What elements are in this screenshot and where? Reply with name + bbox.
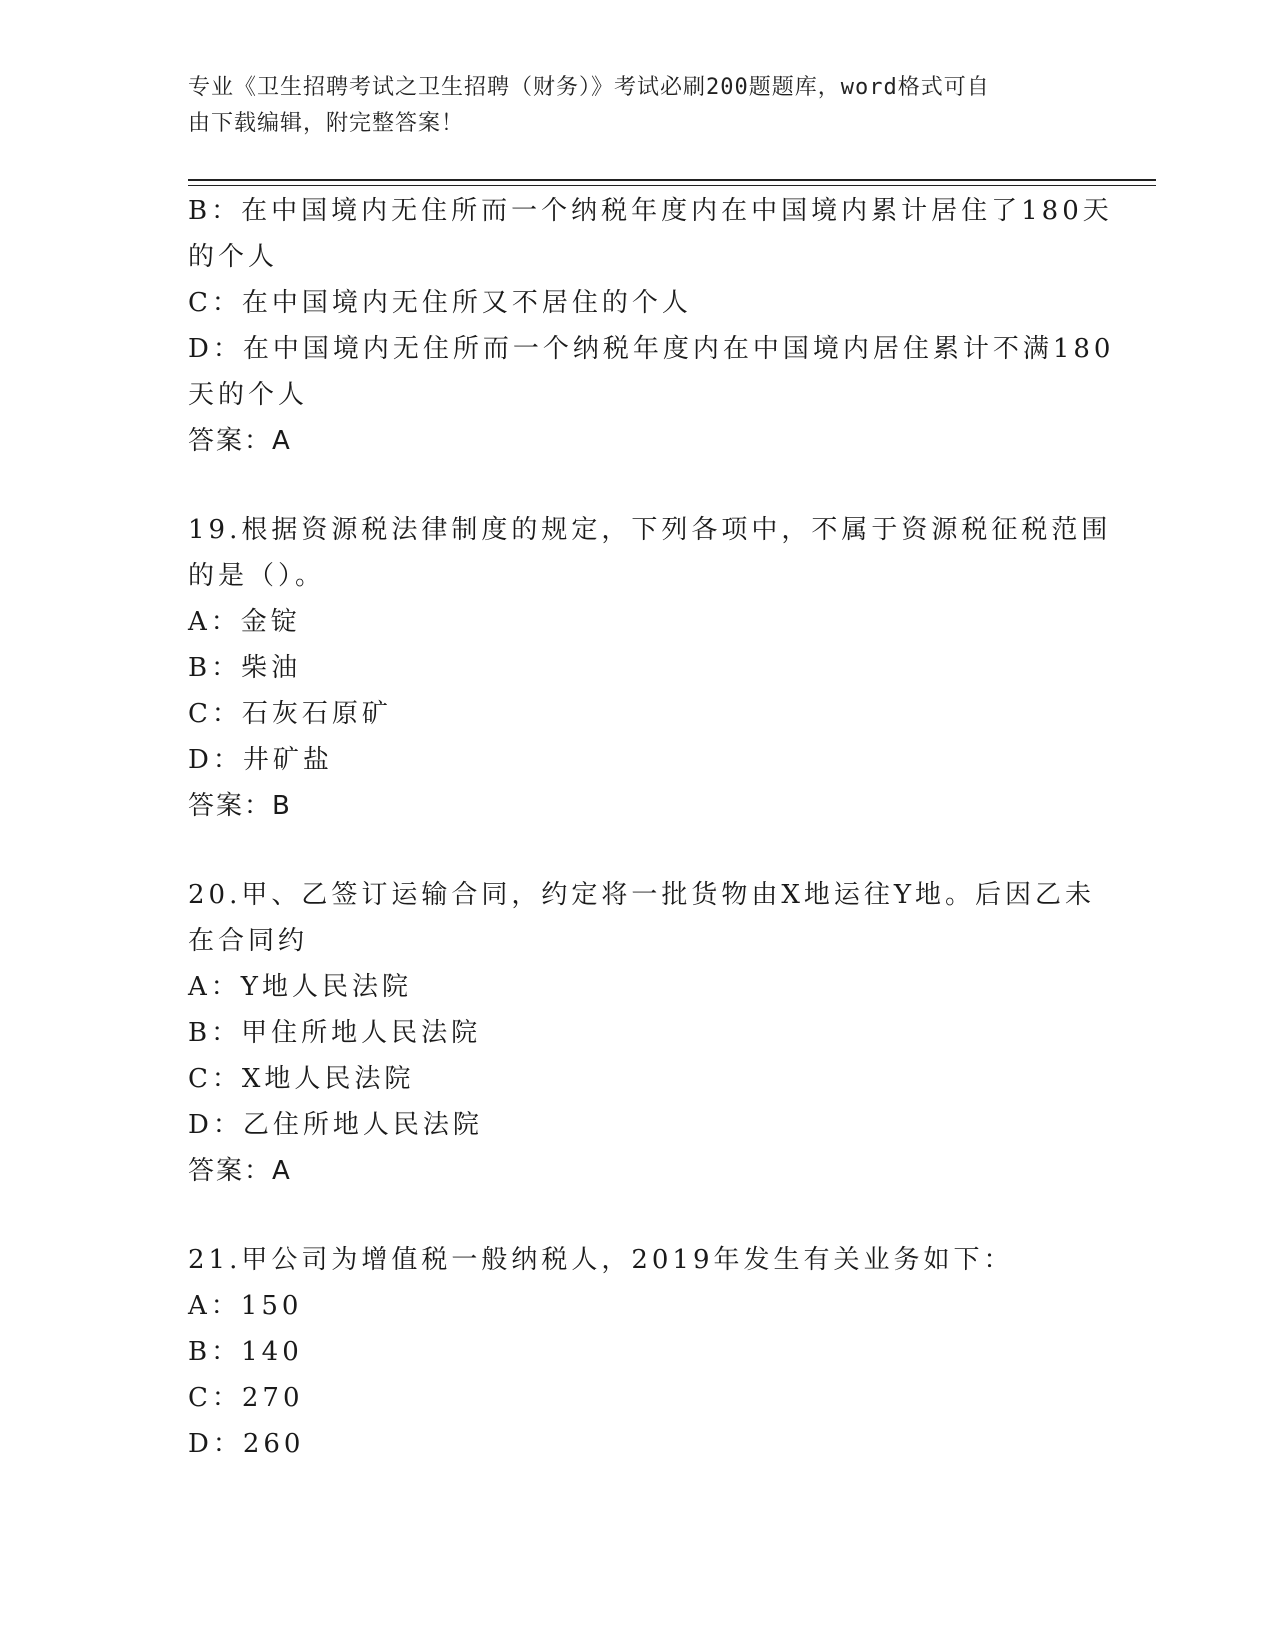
q18-option-d-line-1: D：在中国境内无住所而一个纳税年度内在中国境内居住累计不满180 (188, 334, 1115, 364)
q19-option-d: D：井矿盐 (188, 745, 333, 775)
q21-option-c: C：270 (188, 1383, 304, 1413)
q20-question-line-2: 在合同约 (188, 926, 309, 956)
q19-option-c: C：石灰石原矿 (188, 699, 392, 729)
q19-question-line-1: 19.根据资源税法律制度的规定，下列各项中，不属于资源税征税范围 (188, 515, 1112, 545)
q20-option-a: A：Y地人民法院 (188, 972, 412, 1002)
q18-option-b-line-1: B：在中国境内无住所而一个纳税年度内在中国境内累计居住了180天 (188, 196, 1113, 226)
question-21 (188, 1237, 1088, 1467)
spacer (188, 1194, 1088, 1237)
spacer (188, 829, 1088, 872)
q18-option-b-line-2: 的个人 (188, 242, 279, 272)
q18-option-d-line-2: 天的个人 (188, 380, 309, 410)
question-19 (188, 507, 1112, 829)
document-header (188, 70, 1068, 142)
q21-option-d: D：260 (188, 1429, 305, 1459)
q21-option-a: A：150 (188, 1291, 303, 1321)
spacer (188, 464, 1088, 507)
q20-option-c: C：X地人民法院 (188, 1064, 415, 1094)
q20-option-b: B：甲住所地人民法院 (188, 1018, 482, 1048)
q19-question-line-2: 的是（）。 (188, 561, 326, 591)
question-18 (188, 188, 1115, 464)
q20-question-line-1: 20.甲、乙签订运输合同，约定将一批货物由X地运往Y地。后因乙未 (188, 880, 1096, 910)
header-divider-thick (188, 179, 1156, 181)
q20-option-d: D：乙住所地人民法院 (188, 1110, 483, 1140)
q19-option-b: B：柴油 (188, 653, 302, 683)
q20-answer: 答案：A (188, 1156, 292, 1186)
q21-option-b: B：140 (188, 1337, 303, 1367)
header-title-line-1: 专业《卫生招聘考试之卫生招聘（财务）》考试必刷200题题库，word格式可自 (188, 75, 990, 100)
q21-question: 21.甲公司为增值税一般纳税人，2019年发生有关业务如下： (188, 1245, 1014, 1275)
q19-answer: 答案：B (188, 791, 292, 821)
q18-answer: 答案：A (188, 426, 292, 456)
question-20 (188, 872, 1096, 1194)
q18-option-c: C：在中国境内无住所又不居住的个人 (188, 288, 692, 318)
q19-option-a: A：金锭 (188, 607, 301, 637)
question-content (188, 188, 1115, 1467)
header-title-line-2: 由下载编辑，附完整答案！ (188, 111, 465, 136)
header-divider-thin (188, 185, 1156, 186)
